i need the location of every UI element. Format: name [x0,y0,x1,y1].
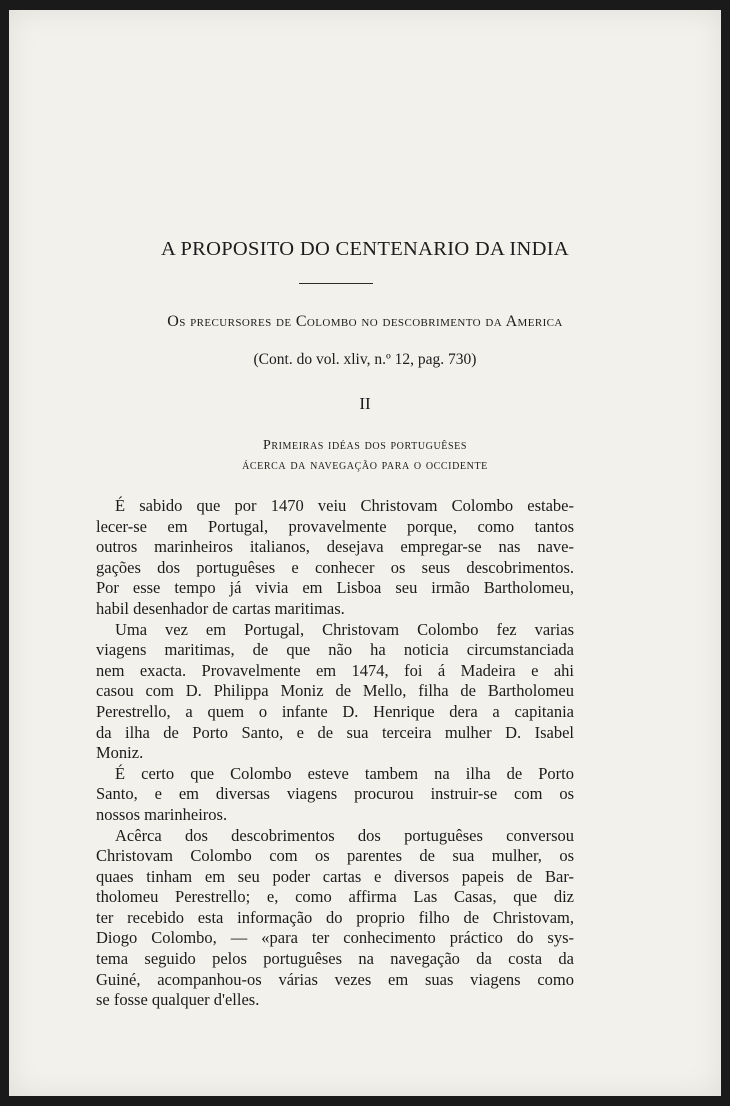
body-line: lecer-se em Portugal, provavelmente porque, como tantos [96,516,574,536]
body-line: Santo, e em diversas viagens procurou instruir-se com os [96,784,574,804]
section-title-line-2: ácerca da navegação para o occidente [242,458,488,473]
title-rule [299,283,373,284]
body-line: casou com D. Philippa Moniz de Mello, filha de Bartholomeu [96,681,574,701]
body-line: gações dos portuguêses e conhecer os seus descobrimentos. [96,557,574,577]
body-line: Moniz. [96,743,144,763]
body-line: Perestrello, a quem o infante D. Henrique dera a capitania [96,701,574,721]
document-page [9,10,721,1096]
continuation-note: (Cont. do vol. xliv, n.º 12, pag. 730) [253,351,477,368]
body-line: viagens maritimas, de que não ha noticia circumstanciada [96,640,574,660]
body-line: da ilha de Porto Santo, e de sua terceira mulher D. Isabel [96,722,574,742]
body-line: tema seguido pelos portuguêses na navegação da costa da [96,949,574,969]
article-title: A PROPOSITO DO CENTENARIO DA INDIA [161,238,569,260]
body-line: outros marinheiros italianos, desejava empregar-se nas nave- [96,537,574,557]
section-numeral: II [359,394,371,413]
body-line: Por esse tempo já vivia em Lisboa seu irmão Bartholomeu, [96,578,574,598]
article-subtitle: Os precursores de Colombo no descobrimento da America [167,313,563,330]
body-text [96,496,574,1011]
body-line: se fosse qualquer d'elles. [96,990,260,1010]
body-line: Guiné, acompanhou-os várias vezes em suas viagens como [96,969,574,989]
section-title [9,436,721,476]
body-line: Diogo Colombo, — «para ter conhecimento práctico do sys- [96,928,574,948]
body-line: Acêrca dos descobrimentos dos portuguêses conversou [115,825,574,845]
body-line: habil desenhador de cartas maritimas. [96,598,345,618]
body-line: É sabido que por 1470 veiu Christovam Colombo estabe- [115,496,574,515]
section-title-line-1: Primeiras idéas dos portuguêses [262,438,468,453]
body-line: ter recebido esta informação do proprio filho de Christovam, [96,907,574,927]
body-line: nossos marinheiros. [96,804,228,824]
body-line: Christovam Colombo com os parentes de sua mulher, os [96,846,574,866]
body-line: É certo que Colombo esteve tambem na ilha de Porto [115,763,574,783]
body-line: tholomeu Perestrello; e, como affirma Las Casas, que diz [96,887,574,907]
body-line: quaes tinham em seu poder cartas e diversos papeis de Bar- [96,866,574,886]
body-line: nem exacta. Provavelmente em 1474, foi á Madeira e ahi [96,660,574,680]
body-line: Uma vez em Portugal, Christovam Colombo fez varias [115,619,574,639]
